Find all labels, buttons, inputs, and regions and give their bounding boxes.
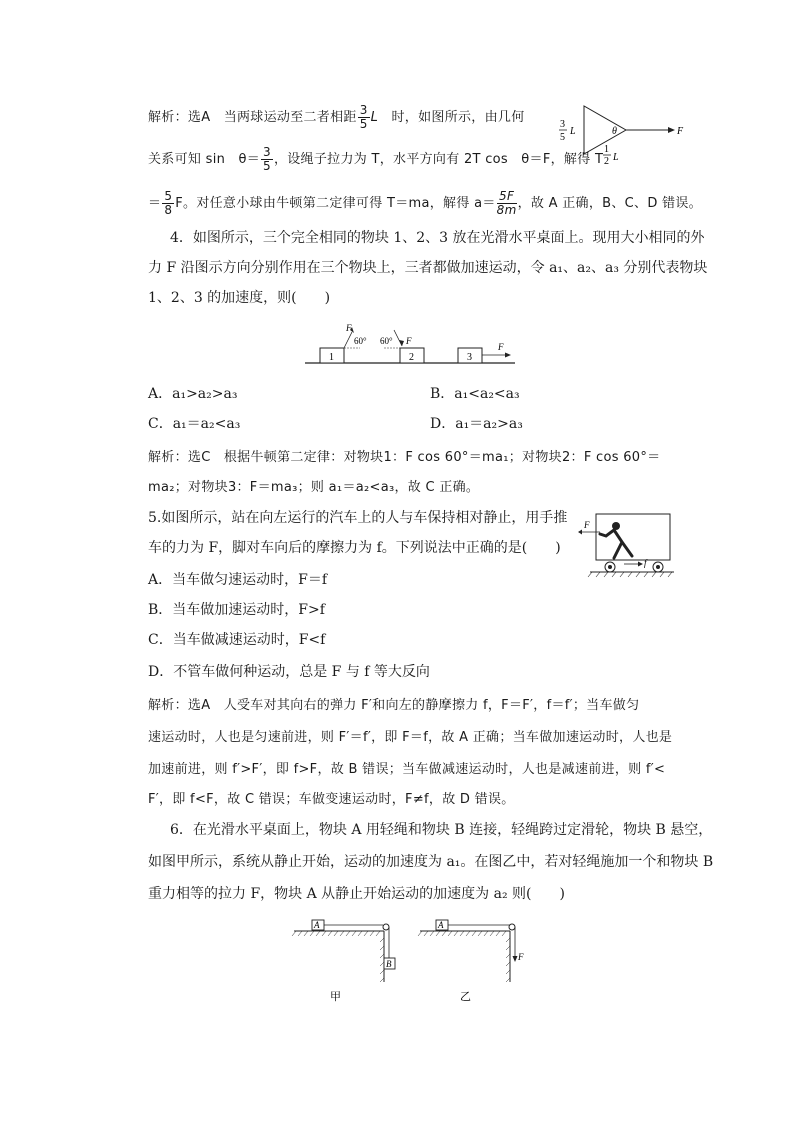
q4-analysis-line2: ma₂；对物块3：F＝ma₃；则 a₁＝a₂<a₃，故 C 正确。: [148, 480, 480, 495]
frac-num: 3: [359, 103, 368, 117]
q3-analysis-text-a: 解析：选A 当两球运动至二者相距: [148, 110, 357, 125]
block2-F: F: [406, 336, 412, 346]
q4-stem-line3: 1、2、3 的加速度，则( ): [148, 290, 331, 306]
cart-F: F: [584, 520, 590, 530]
block2-angle: 60°: [380, 336, 393, 346]
pulley2-F: F: [518, 952, 524, 962]
q3-analysis-text: ＝: [148, 196, 162, 211]
tri-left-L: L: [570, 126, 576, 137]
q3-analysis-text: ，设绳子拉力为 T，水平方向有 2T cos θ＝F，解得 T: [273, 152, 604, 167]
block-3-label: 3: [467, 352, 472, 363]
q3-analysis-line2: [148, 146, 603, 173]
block3-F: F: [498, 342, 504, 352]
q5-option-b[interactable]: B．当车做加速运动时，F>f: [148, 602, 325, 618]
fraction-3-5: [358, 104, 370, 131]
length-L: L: [370, 110, 379, 125]
q5-stem-line1: 5.如图所示，站在向左运行的汽车上的人与车保持相对静止，用手推: [148, 510, 568, 526]
frac-den: 5: [263, 159, 271, 173]
q6-stem-line1: 6．在光滑水平桌面上，物块 A 用轻绳和物块 B 连接，轻绳跨过定滑轮，物块 B 悬空，: [170, 822, 713, 838]
q6-stem-line2: 如图甲所示，系统从静止开始，运动的加速度为 a₁。在图乙中，若对轻绳施加一个和物块 B: [148, 854, 714, 870]
q5-analysis-line1: 解析：选A 人受车对其向右的弹力 F′和向左的静摩擦力 f，F＝F′，f＝f′；当车做匀: [148, 698, 640, 713]
q3-analysis-line1: [148, 104, 525, 131]
three-blocks-figure: [300, 320, 520, 368]
q4-option-c[interactable]: C．a₁＝a₂<a₃: [148, 416, 241, 432]
q5-analysis-line4: F′，即 f<F，故 C 错误；车做变速运动时，F≠f，故 D 错误。: [148, 792, 515, 807]
label-yi: 乙: [460, 991, 471, 1003]
q3-analysis-text: 关系可知 sin θ＝: [148, 152, 261, 167]
q4-option-b[interactable]: B．a₁<a₂<a₃: [430, 386, 520, 402]
pulley1-B: B: [386, 959, 392, 969]
tri-F: F: [677, 126, 684, 137]
triangle-force-figure: [556, 102, 686, 164]
q4-stem-line2: 力 F 沿图示方向分别作用在三个物块上，三者都做加速运动，令 a₁、a₂、a₃ 分别代表物块: [148, 260, 708, 276]
frac-num: 3: [263, 145, 271, 159]
fraction-3-5: [261, 146, 273, 173]
q3-analysis-text-b: 时，如图所示，由几何: [391, 110, 525, 125]
pulley1-A: A: [314, 920, 320, 930]
frac-num: 5: [164, 189, 173, 203]
q5-analysis-line2: 速运动时，人也是匀速前进，则 F′＝f′，即 F＝f，故 A 正确；当车做加速运动时，人也是: [148, 730, 673, 745]
q5-stem-line2: 车的力为 F，脚对车向后的摩擦力为 f。下列说法中正确的是( ): [148, 540, 561, 556]
block-2-label: 2: [409, 352, 414, 363]
pulley-figures: [290, 912, 550, 1008]
q5-option-a[interactable]: A．当车做匀速运动时，F＝f: [148, 572, 328, 588]
q5-option-c[interactable]: C．当车做减速运动时，F<f: [148, 632, 326, 648]
q5-analysis-line3: 加速前进，则 f′>F′，即 f>F，故 B 错误；当车做减速运动时，人也是减速前进，则 f′<: [148, 762, 666, 777]
q4-option-a[interactable]: A．a₁>a₂>a₃: [148, 386, 238, 402]
frac-den: 5: [359, 117, 368, 131]
q4-option-d[interactable]: D．a₁＝a₂>a₃: [430, 416, 523, 432]
q4-stem-line1: 4．如图所示，三个完全相同的物块 1、2、3 放在光滑水平桌面上。现用大小相同的外: [170, 230, 705, 246]
q3-analysis-text: ，故 A 正确，B、C、D 错误。: [517, 196, 702, 211]
tri-theta: θ: [612, 126, 617, 137]
tri-bottom-num: 1: [604, 144, 609, 155]
frac-num: 5F: [497, 190, 517, 204]
block1-F: F: [346, 323, 352, 333]
block-1-label: 1: [329, 352, 334, 363]
tri-left-num: 3: [560, 119, 565, 130]
tri-left-den: 5: [560, 132, 565, 143]
cart-f: f: [644, 558, 647, 568]
q3-analysis-text: F。对任意小球由牛顿第二定律可得 T＝ma，解得 a＝: [175, 196, 496, 211]
q4-analysis-line1: 解析：选C 根据牛顿第二定律：对物块1：F cos 60°＝ma₁；对物块2：F cos 60°＝: [148, 450, 661, 465]
q3-analysis-line3: [148, 190, 702, 217]
pulley2-A: A: [438, 920, 444, 930]
fraction-5F-8m: [497, 190, 517, 217]
frac-den: 8m: [496, 203, 517, 217]
block1-angle: 60°: [354, 336, 367, 346]
cart-person-figure: [578, 512, 676, 578]
frac-den: 8: [164, 203, 173, 217]
label-jia: 甲: [330, 991, 341, 1003]
tri-bottom-den: 2: [604, 156, 609, 164]
q5-option-d[interactable]: D．不管车做何种运动，总是 F 与 f 等大反向: [148, 664, 430, 680]
q6-stem-line3: 重力相等的拉力 F，物块 A 从静止开始运动的加速度为 a₂ 则( ): [148, 886, 565, 902]
fraction-5-8: [162, 190, 174, 217]
tri-bottom-L: L: [613, 152, 619, 163]
